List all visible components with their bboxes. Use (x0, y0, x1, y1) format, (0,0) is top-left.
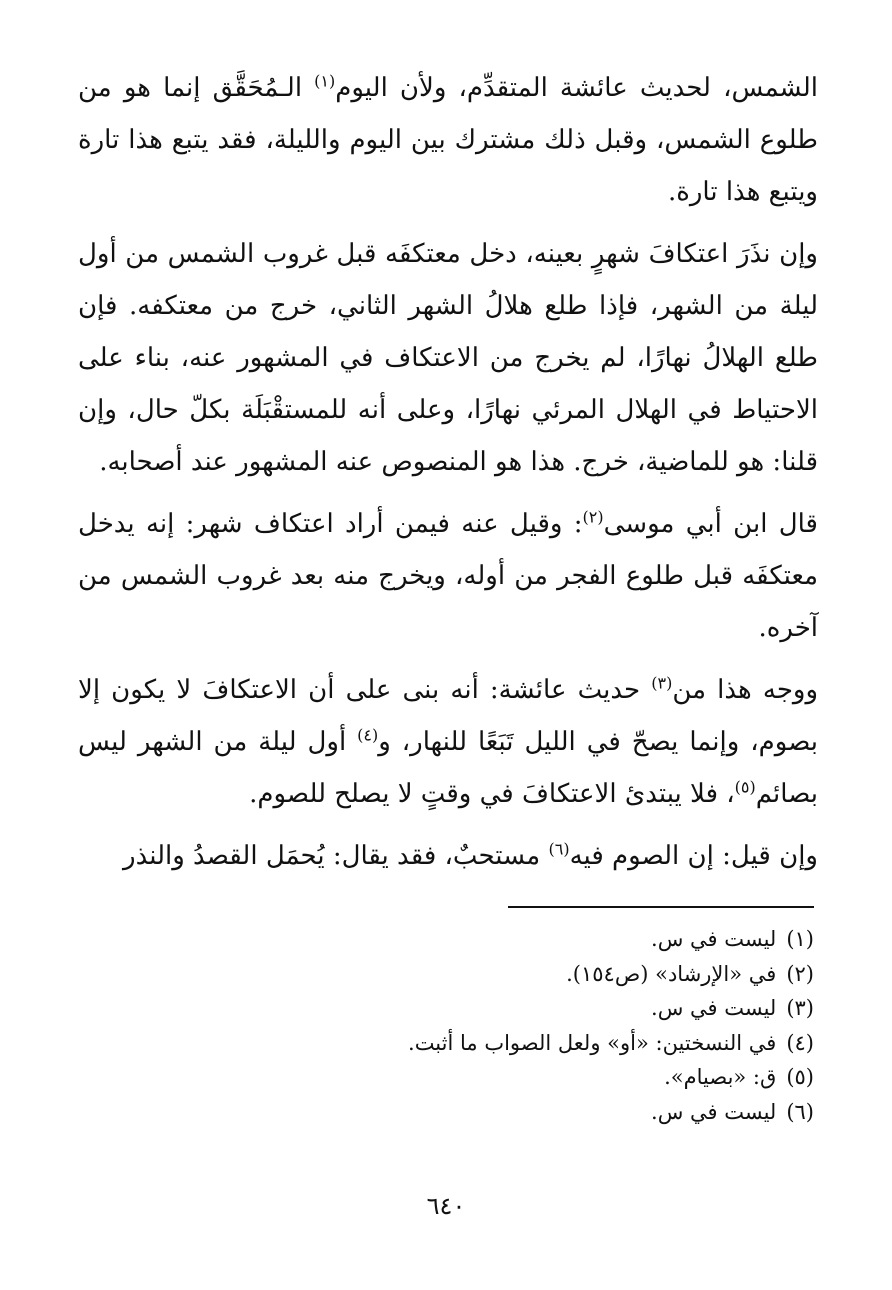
paragraph-4-text-d: ، فلا يبتدئ الاعتكافَ في وقتٍ لا يصلح للصوم. (249, 779, 735, 809)
footnote-ref-6[interactable]: (٦) (548, 839, 570, 859)
footnote-ref-1[interactable]: (١) (314, 71, 336, 91)
footnote-4-number: (٤) (786, 1030, 814, 1055)
paragraph-3-text-b: : وقيل عنه فيمن أراد اعتكاف شهر: إنه يدخل معتكفَه قبل طلوع الفجر من أوله، ويخرج منه بعد غروب الشمس من آخره. (78, 509, 818, 643)
footnote-6-text: ليست في س. (651, 1099, 777, 1124)
paragraph-1-text-a: الشمس، لحديث عائشة المتقدِّم، ولأن اليوم (335, 73, 819, 103)
main-text (78, 62, 818, 892)
footnotes (214, 922, 814, 1129)
footnote-1-text: ليست في س. (651, 927, 777, 951)
footnote-ref-4[interactable]: (٤) (357, 725, 379, 745)
paragraph-4-text-b: حديث عائشة: أنه بنى على أن الاعتكافَ لا يكون إلا بصوم، وإنما يصحّ في الليل تَبَعًا للنهار، و (78, 675, 818, 757)
page-number: ٦٤٠ (426, 1192, 466, 1220)
footnote-divider (508, 906, 814, 908)
footnote-2-text: في «الإرشاد» (ص١٥٤). (566, 961, 777, 986)
paragraph-2 (78, 228, 818, 488)
footnote-1 (214, 922, 814, 957)
footnote-2 (214, 957, 814, 992)
paragraph-4 (78, 664, 818, 820)
paragraph-3 (78, 498, 818, 654)
paragraph-5-text-a: وإن قيل: إن الصوم فيه (569, 841, 818, 871)
paragraph-4-text-c: أول ليلة من الشهر ليس بصائم (78, 727, 818, 809)
footnote-6-number: (٦) (786, 1099, 814, 1124)
footnote-3-text: ليست في س. (651, 996, 777, 1020)
footnote-ref-2[interactable]: (٢) (582, 507, 604, 527)
footnote-3 (214, 991, 814, 1026)
paragraph-4-text-a: ووجه هذا من (672, 675, 819, 705)
paragraph-2-text: وإن نذَرَ اعتكافَ شهرٍ بعينه، دخل معتكفَه قبل غروب الشمس من أول ليلة من الشهر، فإذا طلع هلالُ الشهر الثاني، خرج من معتكفه. فإن طلع الهلالُ نهارًا، لم يخرج من الاعتكاف في المشهور عنه، بناء على الاحتياط في الهلال المرئي نهارًا، وعلى أنه للمستقْبَلَة بكلّ حال، وإن قلنا: هو للماضية، خرج. هذا هو المنصوص عنه المشهور عند أصحابه. (78, 239, 818, 477)
paragraph-3-text-a: قال ابن أبي موسى (603, 509, 818, 539)
footnote-4 (214, 1026, 814, 1061)
footnote-6 (214, 1095, 814, 1130)
footnote-ref-3[interactable]: (٣) (651, 673, 673, 693)
footnote-5-number: (٥) (786, 1065, 814, 1089)
footnote-5 (214, 1060, 814, 1095)
footnote-3-number: (٣) (786, 996, 814, 1020)
footnote-2-number: (٢) (786, 961, 814, 986)
paragraph-5 (78, 830, 818, 882)
footnote-5-text: ق: «بصيام». (664, 1065, 777, 1089)
footnote-1-number: (١) (786, 927, 814, 951)
paragraph-5-text-b: مستحبٌ، فقد يقال: يُحمَل القصدُ والنذر (123, 841, 549, 871)
footnote-ref-5[interactable]: (٥) (734, 777, 756, 797)
paragraph-1 (78, 62, 818, 218)
footnote-4-text: في النسختين: «أو» ولعل الصواب ما أثبت. (408, 1030, 777, 1055)
paragraph-1-text-b: الـمُحَقَّق إنما هو من طلوع الشمس، وقبل ذلك مشترك بين اليوم والليلة، فقد يتبع هذا تارة ويتبع هذا تارة. (78, 73, 818, 207)
